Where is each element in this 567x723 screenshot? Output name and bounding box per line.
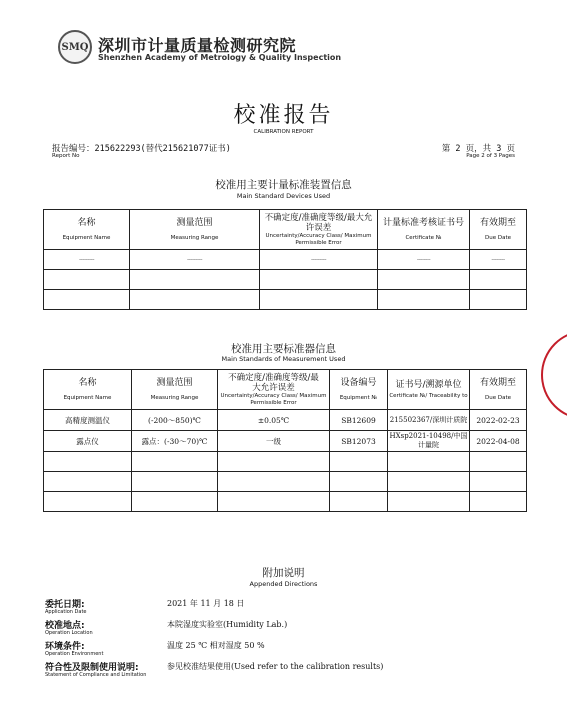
operation-location-label-en: Operation Location [45,630,93,636]
header-cell: 证书号/溯源单位 Certificate №/ Traceability to [388,370,470,410]
environment-value: 温度 25 ℃ 相对湿度 50 % [167,641,265,650]
table-cell [470,270,527,290]
table-cell [130,270,260,290]
table-cell [330,472,388,492]
table-row [44,410,527,431]
table-cell [260,290,378,310]
table-cell: --------- [130,250,260,270]
table-row [44,431,527,452]
table-cell [470,452,527,472]
section-devices-title: 校准用主要计量标准装置信息 [215,179,352,191]
table-cell [44,270,130,290]
table-cell: SB12609 [330,410,388,431]
section-instruments-title: 校准用主要标准器信息 [231,343,336,355]
org-name-cn: 深圳市计量质量检测研究院 [98,36,297,55]
table-cell: 高精度测温仪 [44,410,132,431]
table-row [44,290,527,310]
table-cell [44,290,130,310]
table-cell: HXsp2021-10498/中国计量院 [388,431,470,452]
table-cell: 2022-02-23 [470,410,527,431]
table-cell [130,290,260,310]
table-cell [132,452,218,472]
stamp-ring [541,330,567,420]
table-row [44,472,527,492]
table-cell [44,472,132,492]
compliance-label-en: Statement of Compliance and Limitation [45,672,147,678]
page-number-en: Page 2 of 3 Pages [466,153,515,159]
table-row [44,250,527,270]
header-cell: 计量标准考核证书号 Certificate № [378,210,470,250]
table-cell: 2022-04-08 [470,431,527,452]
header-cell: 有效期至 Due Date [470,210,527,250]
report-number-en: Report No [52,153,80,159]
table-cell [132,492,218,512]
standard-instruments-table [43,369,527,512]
table-cell: ±0.05℃ [218,410,330,431]
operation-location-value: 本院湿度实验室(Humidity Lab.) [167,620,288,629]
compliance-value: 参见校准结果使用(Used refer to the calibration results) [167,662,384,671]
table-cell: (-200～850)℃ [132,410,218,431]
header-cell: 测量范围 Measuring Range [132,370,218,410]
header-cell: 名称 Equipment Name [44,210,130,250]
header-cell: 不确定度/准确度等级/最大允许误差 Uncertainty/Accuracy Class/ Maximum Permissible Error [260,210,378,250]
table-cell [470,472,527,492]
official-stamp [537,330,567,425]
page-number: 第 2 页，共 3 页 [441,144,515,154]
appended-title: 附加说明 [262,567,305,579]
table-cell [132,472,218,492]
table-row [44,270,527,290]
table-cell [330,452,388,472]
table-cell: -------- [378,250,470,270]
compliance-label: 符合性及限制使用说明: [45,663,139,673]
header-cell: 名称 Equipment Name [44,370,132,410]
appended-title-en: Appended Directions [249,580,318,588]
environment-label-en: Operation Environment [45,651,104,657]
table-header-row [44,370,527,410]
header-cell: 有效期至 Due Date [470,370,527,410]
section-instruments-title-en: Main Standards of Measurement Used [221,355,346,363]
org-name-en: Shenzhen Academy of Metrology & Quality Inspection [98,53,342,62]
table-cell [218,472,330,492]
smq-logo: SMQ [58,30,92,64]
table-cell [378,270,470,290]
table-cell: 一级 [218,431,330,452]
report-title: 校准报告 [233,103,334,128]
application-date-value: 2021 年 11 月 18 日 [167,599,245,608]
table-cell [388,492,470,512]
table-cell [260,270,378,290]
table-cell [218,492,330,512]
table-cell: 露点仪 [44,431,132,452]
header-cell: 不确定度/准确度等级/最大允许误差 Uncertainty/Accuracy Class/ Maximum Permissible Error [218,370,330,410]
section-devices-title-en: Main Standard Devices Used [236,192,331,200]
table-cell: 215502367/深圳计质院 [388,410,470,431]
table-cell: --------- [260,250,378,270]
table-cell: SB12073 [330,431,388,452]
table-cell [470,492,527,512]
report-number: 报告编号：215622293(替代215621077证书) [52,144,231,154]
table-cell [378,290,470,310]
table-row [44,452,527,472]
table-row [44,492,527,512]
application-date-label: 委托日期: [45,600,85,610]
table-cell [388,452,470,472]
table-cell: 露点：(-30～70)℃ [132,431,218,452]
table-cell [44,492,132,512]
table-cell [388,472,470,492]
header-cell: 测量范围 Measuring Range [130,210,260,250]
environment-label: 环境条件: [45,642,85,652]
operation-location-label: 校准地点: [45,621,85,631]
standard-devices-table [43,209,527,310]
table-cell [218,452,330,472]
table-cell [470,290,527,310]
table-header-row [44,210,527,250]
table-cell [330,492,388,512]
table-cell: --------- [44,250,130,270]
table-cell: -------- [470,250,527,270]
header-cell: 设备编号 Equipment № [330,370,388,410]
application-date-label-en: Application Date [45,609,87,615]
table-cell [44,452,132,472]
report-title-en: CALIBRATION REPORT [253,129,314,135]
